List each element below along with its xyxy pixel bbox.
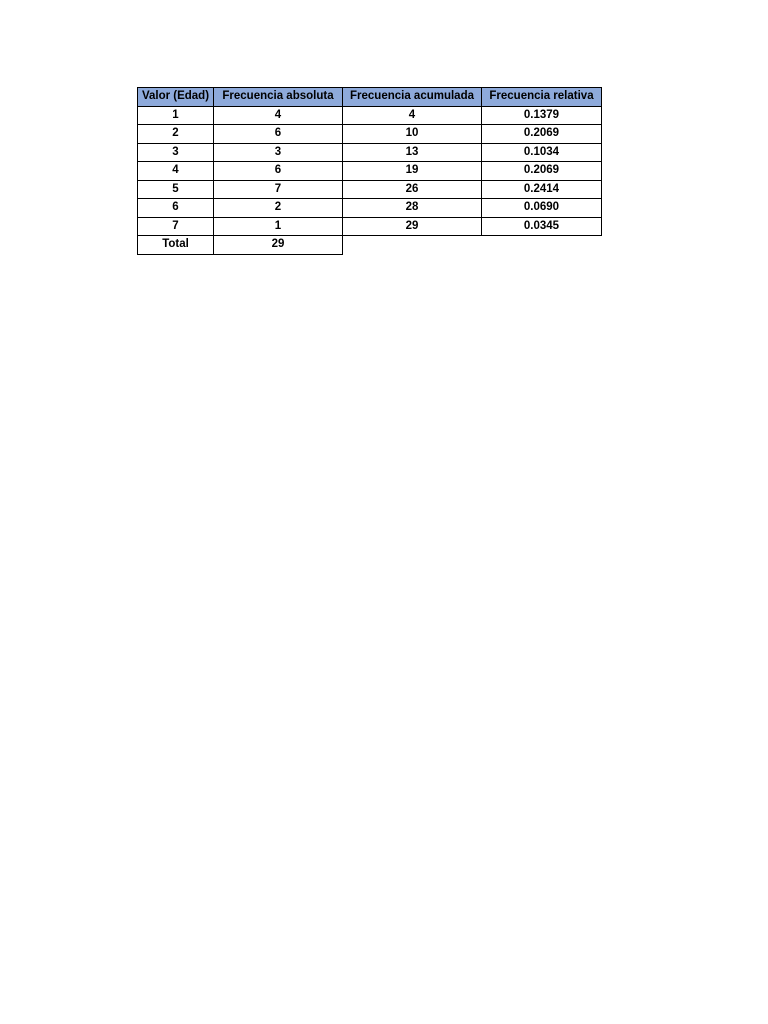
table-row	[138, 180, 602, 199]
table-row	[138, 199, 602, 218]
table-row	[138, 217, 602, 236]
cell-frecuencia-absoluta: 6	[214, 162, 343, 181]
header-frecuencia-absoluta: Frecuencia absoluta	[214, 88, 343, 107]
header-frecuencia-relativa: Frecuencia relativa	[482, 88, 602, 107]
cell-frecuencia-absoluta: 4	[214, 106, 343, 125]
cell-frecuencia-relativa: 0.1034	[482, 143, 602, 162]
cell-frecuencia-absoluta: 7	[214, 180, 343, 199]
cell-frecuencia-absoluta: 6	[214, 125, 343, 144]
header-row	[138, 88, 602, 107]
cell-frecuencia-relativa: 0.2069	[482, 125, 602, 144]
header-valor-edad: Valor (Edad)	[138, 88, 214, 107]
table-row	[138, 125, 602, 144]
cell-frecuencia-relativa: 0.0690	[482, 199, 602, 218]
cell-valor: 6	[138, 199, 214, 218]
cell-frecuencia-absoluta: 3	[214, 143, 343, 162]
table-body	[138, 106, 602, 254]
cell-valor: 7	[138, 217, 214, 236]
cell-frecuencia-acumulada: 10	[343, 125, 482, 144]
table-row	[138, 106, 602, 125]
cell-frecuencia-absoluta: 2	[214, 199, 343, 218]
empty-cell	[343, 236, 482, 255]
cell-frecuencia-acumulada: 26	[343, 180, 482, 199]
cell-frecuencia-acumulada: 4	[343, 106, 482, 125]
frequency-table	[137, 87, 602, 255]
empty-cell	[482, 236, 602, 255]
cell-frecuencia-absoluta: 1	[214, 217, 343, 236]
table-row	[138, 143, 602, 162]
total-label: Total	[138, 236, 214, 255]
cell-frecuencia-relativa: 0.2069	[482, 162, 602, 181]
cell-frecuencia-relativa: 0.2414	[482, 180, 602, 199]
cell-frecuencia-acumulada: 28	[343, 199, 482, 218]
cell-frecuencia-acumulada: 13	[343, 143, 482, 162]
cell-valor: 2	[138, 125, 214, 144]
cell-frecuencia-relativa: 0.1379	[482, 106, 602, 125]
cell-frecuencia-acumulada: 19	[343, 162, 482, 181]
table-header	[138, 88, 602, 107]
cell-valor: 4	[138, 162, 214, 181]
table-row	[138, 162, 602, 181]
total-row	[138, 236, 602, 255]
header-frecuencia-acumulada: Frecuencia acumulada	[343, 88, 482, 107]
cell-frecuencia-acumulada: 29	[343, 217, 482, 236]
cell-valor: 1	[138, 106, 214, 125]
cell-frecuencia-relativa: 0.0345	[482, 217, 602, 236]
total-value: 29	[214, 236, 343, 255]
cell-valor: 5	[138, 180, 214, 199]
cell-valor: 3	[138, 143, 214, 162]
